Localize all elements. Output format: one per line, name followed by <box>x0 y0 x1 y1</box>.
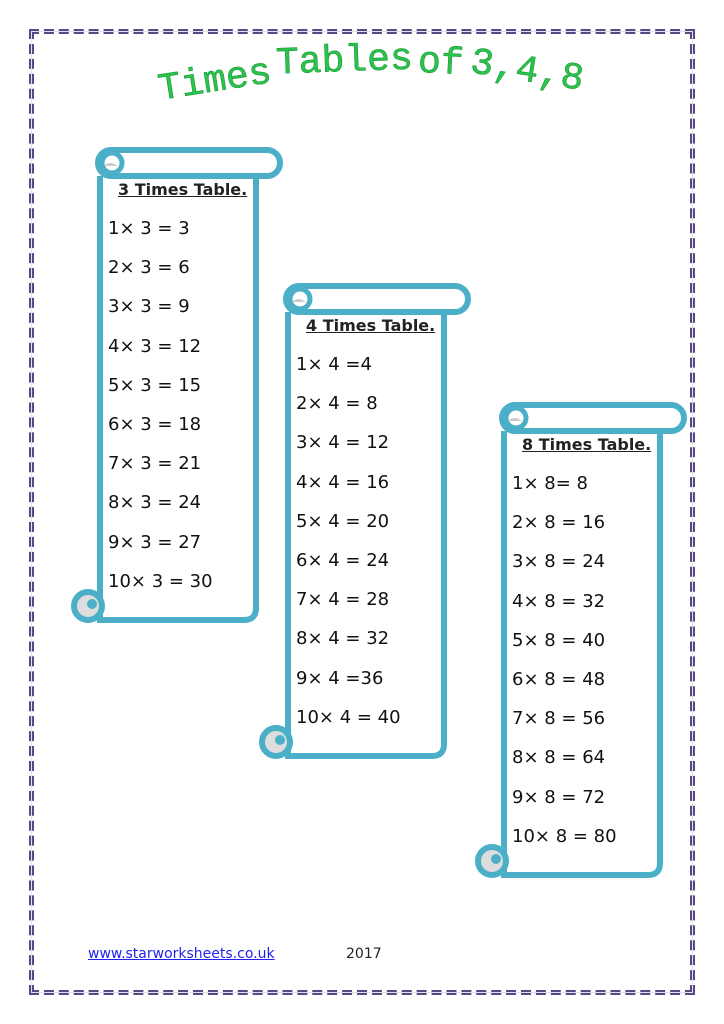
table-row: 9× 4 =36 <box>296 667 384 689</box>
table-row: 10× 3 = 30 <box>108 570 213 592</box>
table-row: 4× 4 = 16 <box>296 471 390 493</box>
table-row: 9× 3 = 27 <box>108 531 202 553</box>
table-row: 8× 8 = 64 <box>512 747 606 769</box>
table-row: 3× 4 = 12 <box>296 432 390 454</box>
table-row: 6× 3 = 18 <box>108 413 202 435</box>
scroll-8-times <box>474 401 690 881</box>
table-row: 1× 8= 8 <box>512 473 588 494</box>
table-row: 5× 3 = 15 <box>108 374 202 396</box>
year-label: 2017 <box>346 946 382 962</box>
website-link[interactable]: www.starworksheets.co.uk <box>88 946 275 962</box>
table-row: 6× 4 = 24 <box>296 549 390 571</box>
page-title <box>150 37 590 112</box>
table-row: 6× 8 = 48 <box>512 668 606 690</box>
table-row: 5× 8 = 40 <box>512 629 606 651</box>
scroll-3-times <box>70 146 286 626</box>
scroll-4-times <box>258 282 474 762</box>
title-word: 3,4,8 <box>467 41 587 102</box>
table-heading: 3 Times Table. <box>118 180 248 199</box>
table-row: 2× 8 = 16 <box>512 512 606 534</box>
table-row: 10× 4 = 40 <box>296 706 401 728</box>
table-row: 7× 3 = 21 <box>108 453 202 475</box>
table-row: 10× 8 = 80 <box>512 825 617 847</box>
table-row: 7× 4 = 28 <box>296 589 390 611</box>
table-row: 8× 4 = 32 <box>296 628 390 650</box>
table-row: 1× 4 =4 <box>296 354 372 375</box>
title-word: Tables <box>275 37 414 86</box>
table-row: 8× 3 = 24 <box>108 492 202 514</box>
table-row: 9× 8 = 72 <box>512 786 606 808</box>
table-row: 7× 8 = 56 <box>512 708 606 730</box>
table-heading: 4 Times Table. <box>306 316 436 335</box>
title-word: Times <box>155 51 275 112</box>
table-row: 2× 3 = 6 <box>108 257 190 279</box>
table-row: 5× 4 = 20 <box>296 510 390 532</box>
table-row: 1× 3 = 3 <box>108 218 190 239</box>
table-heading: 8 Times Table. <box>522 435 652 454</box>
title-word: of <box>416 40 465 87</box>
table-row: 4× 3 = 12 <box>108 335 202 357</box>
table-row: 4× 8 = 32 <box>512 590 606 612</box>
table-row: 2× 4 = 8 <box>296 393 378 415</box>
table-row: 3× 8 = 24 <box>512 551 606 573</box>
table-row: 3× 3 = 9 <box>108 296 190 318</box>
